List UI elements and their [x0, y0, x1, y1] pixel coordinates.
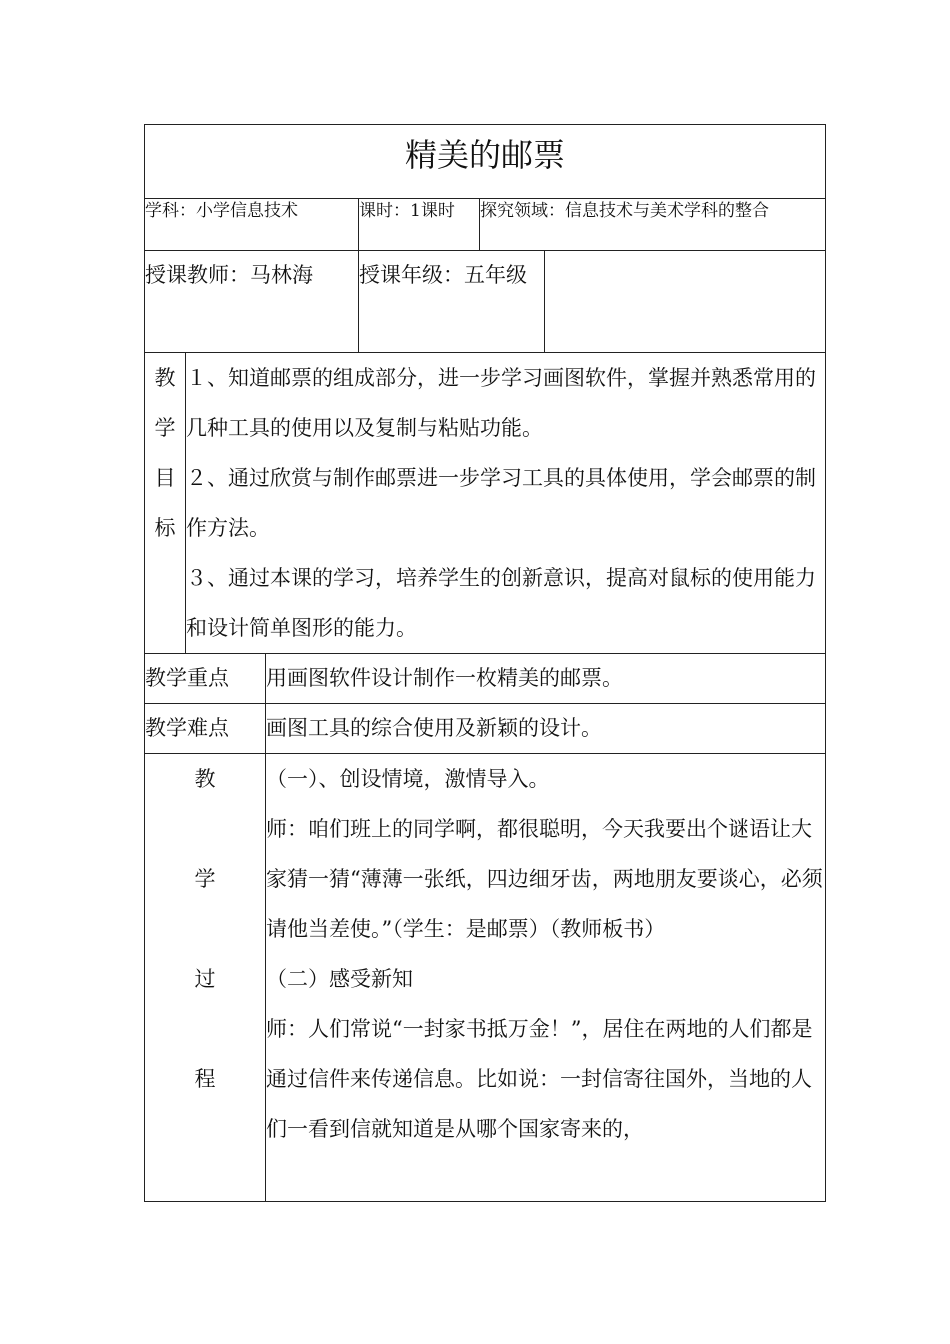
difficulty-text: 画图工具的综合使用及新颖的设计。 [266, 704, 826, 754]
process-paragraph: （一）、创设情境，激情导入。 [266, 767, 550, 791]
process-paragraph: 师：人们常说“一封家书抵万金！”，居住在两地的人们都是通过信件来传递信息。比如说：一封信寄往国外，当地的人们一看到信就知道是从哪个国家寄来的， [266, 1017, 813, 1141]
key-point-label: 教学重点 [145, 654, 266, 704]
title-cell [145, 125, 826, 199]
objectives-label [145, 353, 186, 654]
objective-item: ３、通过本课的学习，培养学生的创新意识，提高对鼠标的使用能力和设计简单图形的能力。 [186, 566, 816, 640]
teacher-cell: 授课教师：马林海 [145, 251, 359, 353]
process-label-char: 教 [194, 767, 216, 791]
process-content [266, 754, 826, 1202]
process-paragraph: 师：咱们班上的同学啊，都很聪明，今天我要出个谜语让大家猜一猜“薄薄一张纸，四边细牙齿，两地朋友要谈心，必须请他当差使。”（学生：是邮票）（教师板书） [266, 817, 823, 941]
process-label [145, 754, 266, 1202]
objectives-content [186, 353, 826, 654]
objectives-label-char: 学 [154, 416, 176, 440]
key-point-text: 用画图软件设计制作一枚精美的邮票。 [266, 654, 826, 704]
process-label-char: 过 [194, 967, 216, 991]
subject-cell: 学科：小学信息技术 [145, 199, 359, 251]
objective-item: ２、通过欣赏与制作邮票进一步学习工具的具体使用，学会邮票的制作方法。 [186, 466, 816, 540]
lesson-plan-table [144, 124, 826, 1202]
process-label-char: 学 [194, 867, 216, 891]
process-label-char: 程 [194, 1067, 216, 1091]
domain-cell: 探究领域：信息技术与美术学科的整合 [480, 199, 826, 251]
objectives-label-char: 教 [154, 366, 176, 390]
difficulty-label: 教学难点 [145, 704, 266, 754]
grade-cell: 授课年级：五年级 [359, 251, 545, 353]
objective-item: １、知道邮票的组成部分，进一步学习画图软件，掌握并熟悉常用的几种工具的使用以及复制与粘贴功能。 [186, 366, 816, 440]
objectives-label-char: 目 [154, 466, 176, 490]
process-paragraph: （二）感受新知 [266, 967, 413, 991]
objectives-label-char: 标 [154, 516, 176, 540]
page-title: 精美的邮票 [405, 136, 566, 174]
empty-cell [545, 251, 826, 353]
period-cell: 课时：1课时 [359, 199, 480, 251]
